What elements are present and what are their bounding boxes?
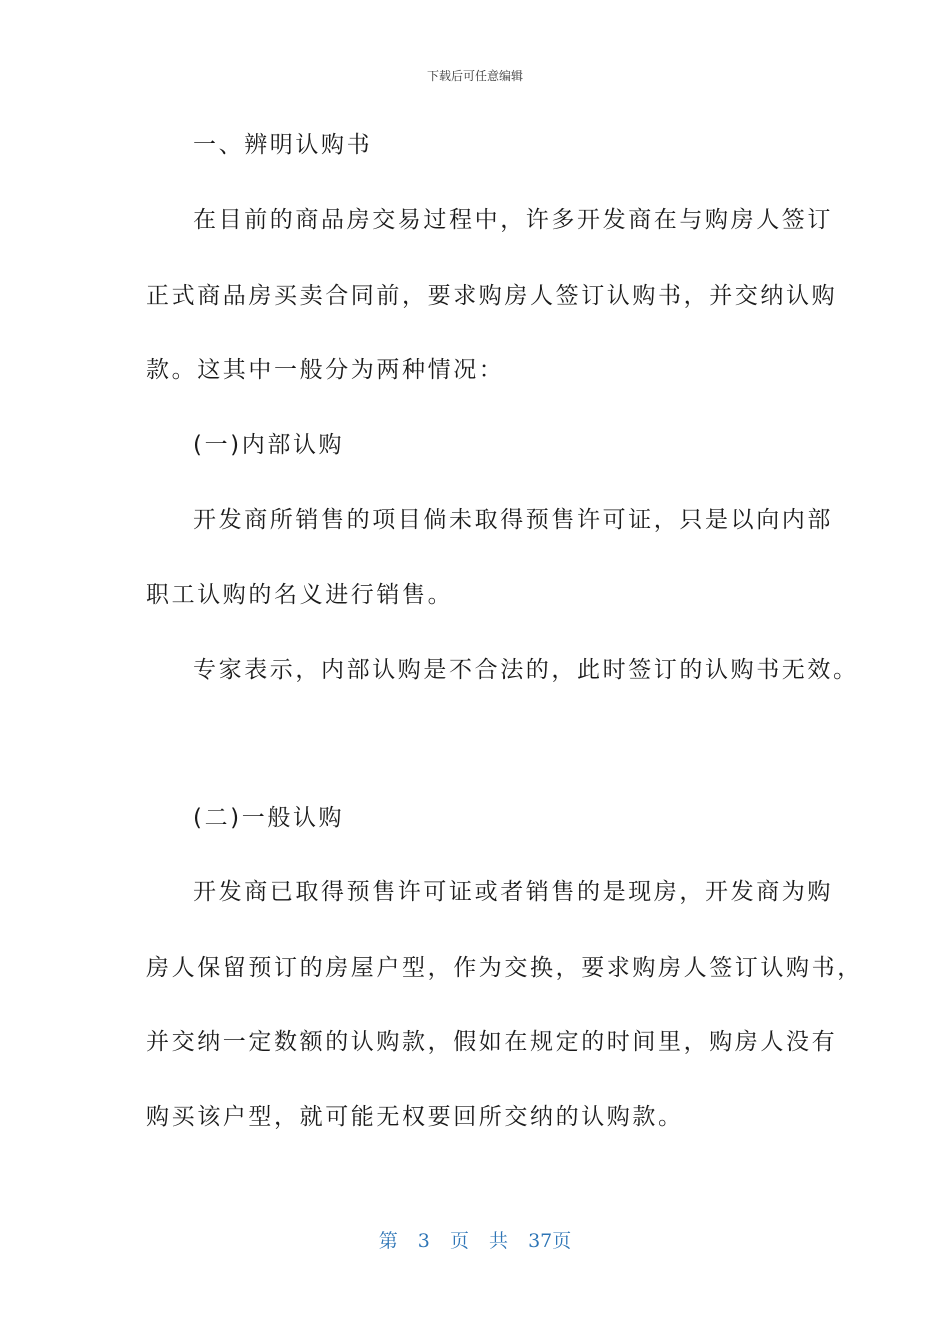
footer-current-page: 3 bbox=[417, 1230, 430, 1252]
paragraph-line: 购买该户型，就可能无权要回所交纳的认购款。 bbox=[146, 1104, 684, 1130]
paragraph-line: 开发商已取得预售许可证或者销售的是现房，开发商为购 bbox=[193, 879, 833, 905]
paragraph-line: 正式商品房买卖合同前，要求购房人签订认购书，并交纳认购 bbox=[146, 283, 838, 309]
paragraph-line: 专家表示，内部认购是不合法的，此时签订的认购书无效。 bbox=[193, 657, 859, 683]
paragraph-line: 款。这其中一般分为两种情况： bbox=[146, 357, 505, 383]
paragraph-line: 并交纳一定数额的认购款，假如在规定的时间里，购房人没有 bbox=[146, 1029, 838, 1055]
paragraph-line: 职工认购的名义进行销售。 bbox=[146, 582, 454, 608]
header-note: 下载后可任意编辑 bbox=[426, 69, 523, 83]
footer-unit-label: 页 bbox=[449, 1230, 469, 1252]
subsection-heading: (一)内部认购 bbox=[193, 432, 345, 458]
paragraph-line: 在目前的商品房交易过程中，许多开发商在与购房人签订 bbox=[193, 207, 833, 233]
paragraph-line: 开发商所销售的项目倘未取得预售许可证，只是以向内部 bbox=[193, 507, 833, 533]
footer-page-label: 第 bbox=[378, 1230, 398, 1252]
subsection-heading: (二)一般认购 bbox=[193, 805, 345, 831]
section-heading: 一、辨明认购书 bbox=[193, 132, 373, 158]
paragraph-line: 房人保留预订的房屋户型，作为交换，要求购房人签订认购书， bbox=[146, 955, 863, 981]
footer-total-pages: 37页 bbox=[528, 1230, 572, 1252]
page-footer bbox=[0, 1226, 950, 1253]
footer-total-label: 共 bbox=[489, 1230, 509, 1252]
